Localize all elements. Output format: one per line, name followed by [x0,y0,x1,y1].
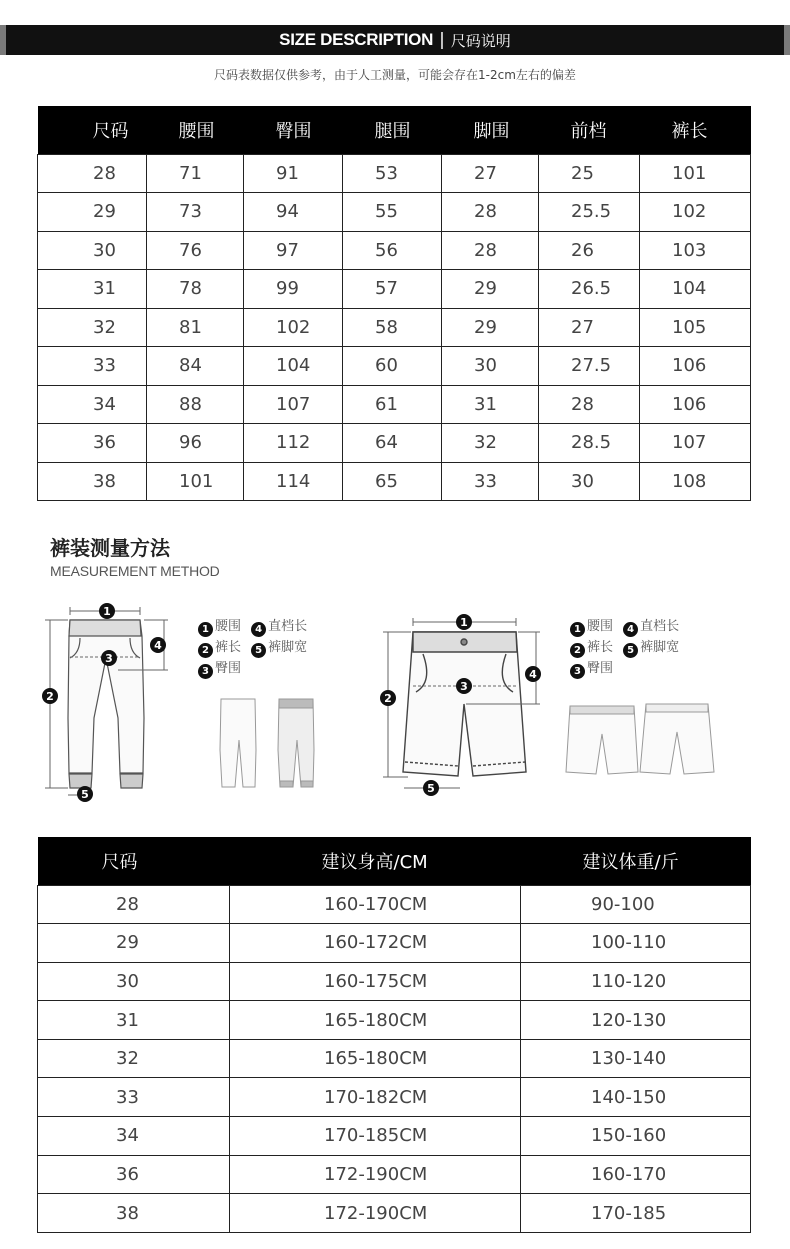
legend-num: 3 [198,664,213,679]
legend-num: 3 [570,664,585,679]
table-cell: 104 [244,347,343,386]
col-header: 建议体重/斤 [521,837,751,885]
table-cell: 32 [442,424,539,463]
table-cell: 65 [343,462,442,501]
table-row [38,1155,751,1194]
table-cell: 53 [343,154,442,193]
table-cell: 26 [539,231,640,270]
legend-label: 腰围 [215,619,242,634]
col-header: 腰围 [147,106,244,154]
banner-edge-left [0,25,6,55]
table-cell: 26.5 [539,270,640,309]
table-row [38,1117,751,1156]
size-description-banner [0,25,790,55]
legend-label: 臀围 [587,661,614,676]
table-cell: 31 [38,1001,230,1040]
col-header: 裤长 [640,106,751,154]
col-header: 前档 [539,106,640,154]
legend-label: 臀围 [215,661,242,676]
table-cell: 27 [539,308,640,347]
legend-label: 直档长 [268,619,308,634]
legend-num: 1 [570,622,585,637]
recommend-table [37,837,751,1233]
shorts-diagram [378,612,548,800]
banner-title-cn: 尺码说明 [450,31,511,50]
table-cell: 33 [38,1078,230,1117]
table-cell: 78 [147,270,244,309]
legend-right [570,616,685,679]
table-cell: 112 [244,424,343,463]
table-cell: 57 [343,270,442,309]
table-cell: 170-185CM [230,1117,521,1156]
table-cell: 107 [640,424,751,463]
table-cell: 165-180CM [230,1039,521,1078]
table-cell: 38 [38,1194,230,1233]
table-cell: 28 [38,154,147,193]
table-cell: 27.5 [539,347,640,386]
table-cell: 96 [147,424,244,463]
table-cell: 29 [38,924,230,963]
table-cell: 36 [38,1155,230,1194]
table-cell: 33 [38,347,147,386]
table-row [38,193,751,232]
marker-3: 3 [105,652,113,665]
table-cell: 61 [343,385,442,424]
marker-5: 5 [81,788,89,801]
table-cell: 160-172CM [230,924,521,963]
table-cell: 30 [38,962,230,1001]
legend-num: 2 [570,643,585,658]
legend-num: 5 [623,643,638,658]
table-cell: 160-170 [521,1155,751,1194]
table-cell: 73 [147,193,244,232]
table-cell: 81 [147,308,244,347]
table-row [38,424,751,463]
legend-left [198,616,313,679]
legend-num: 1 [198,622,213,637]
table-cell: 120-130 [521,1001,751,1040]
table-cell: 114 [244,462,343,501]
table-cell: 172-190CM [230,1155,521,1194]
table-cell: 32 [38,1039,230,1078]
table-cell: 130-140 [521,1039,751,1078]
col-header: 腿围 [343,106,442,154]
table-cell: 90-100 [521,885,751,924]
table-row [38,154,751,193]
table-cell: 110-120 [521,962,751,1001]
table-cell: 76 [147,231,244,270]
table-cell: 30 [539,462,640,501]
table-cell: 160-175CM [230,962,521,1001]
table-cell: 105 [640,308,751,347]
marker-4: 4 [529,668,537,681]
table-cell: 170-185 [521,1194,751,1233]
table-cell: 64 [343,424,442,463]
table-cell: 60 [343,347,442,386]
marker-2: 2 [46,690,54,703]
recommend-table-header-row [38,837,751,885]
table-cell: 172-190CM [230,1194,521,1233]
legend-label: 裤脚宽 [268,640,308,655]
col-header: 建议身高/CM [230,837,521,885]
table-cell: 102 [640,193,751,232]
table-row [38,462,751,501]
table-cell: 170-182CM [230,1078,521,1117]
legend-label: 裤脚宽 [640,640,680,655]
table-cell: 103 [640,231,751,270]
table-row [38,308,751,347]
table-cell: 28.5 [539,424,640,463]
table-cell: 104 [640,270,751,309]
table-cell: 106 [640,385,751,424]
col-header: 臀围 [244,106,343,154]
table-cell: 100-110 [521,924,751,963]
measurement-title: 裤装测量方法 [50,536,170,560]
table-cell: 28 [442,231,539,270]
table-cell: 27 [442,154,539,193]
col-header: 脚围 [442,106,539,154]
table-cell: 101 [640,154,751,193]
table-cell: 29 [38,193,147,232]
table-row [38,385,751,424]
table-cell: 94 [244,193,343,232]
table-cell: 102 [244,308,343,347]
banner-title-en: SIZE DESCRIPTION [279,30,434,49]
measurement-subtitle: MEASUREMENT METHOD [50,563,220,579]
size-table [37,106,751,501]
col-header: 尺码 [38,106,147,154]
marker-1: 1 [103,605,111,618]
table-row [38,347,751,386]
table-cell: 56 [343,231,442,270]
table-cell: 165-180CM [230,1001,521,1040]
legend-label: 裤长 [215,640,242,655]
measurement-disclaimer: 尺码表数据仅供参考，由于人工测量，可能会存在1-2cm左右的偏差 [214,68,576,82]
table-cell: 31 [38,270,147,309]
table-cell: 160-170CM [230,885,521,924]
legend-num: 2 [198,643,213,658]
table-cell: 29 [442,308,539,347]
table-cell: 140-150 [521,1078,751,1117]
table-cell: 150-160 [521,1117,751,1156]
table-cell: 106 [640,347,751,386]
table-cell: 36 [38,424,147,463]
table-cell: 28 [539,385,640,424]
table-cell: 28 [442,193,539,232]
legend-label: 直档长 [640,619,680,634]
marker-4: 4 [154,639,162,652]
legend-label: 裤长 [587,640,614,655]
legend-num: 4 [623,622,638,637]
table-cell: 33 [442,462,539,501]
table-row [38,1039,751,1078]
legend-num: 5 [251,643,266,658]
table-cell: 32 [38,308,147,347]
table-cell: 30 [442,347,539,386]
col-header: 尺码 [38,837,230,885]
table-cell: 99 [244,270,343,309]
table-cell: 88 [147,385,244,424]
table-cell: 101 [147,462,244,501]
table-row [38,1078,751,1117]
table-cell: 25 [539,154,640,193]
table-row [38,885,751,924]
table-cell: 34 [38,1117,230,1156]
marker-3: 3 [460,680,468,693]
table-cell: 29 [442,270,539,309]
legend-num: 4 [251,622,266,637]
table-row [38,231,751,270]
table-row [38,270,751,309]
jogger-pants-diagram [40,598,170,803]
legend-label: 腰围 [587,619,614,634]
table-cell: 34 [38,385,147,424]
table-cell: 58 [343,308,442,347]
table-cell: 91 [244,154,343,193]
table-cell: 31 [442,385,539,424]
banner-separator: | [439,30,445,50]
table-cell: 28 [38,885,230,924]
table-cell: 84 [147,347,244,386]
jogger-pants-sketches [215,695,330,795]
marker-1: 1 [460,616,468,629]
table-cell: 97 [244,231,343,270]
banner-edge-right [784,25,790,55]
table-row [38,924,751,963]
marker-5: 5 [427,782,435,795]
table-cell: 55 [343,193,442,232]
table-row [38,1194,751,1233]
table-cell: 25.5 [539,193,640,232]
table-cell: 30 [38,231,147,270]
table-cell: 38 [38,462,147,501]
size-table-header-row [38,106,751,154]
shorts-sketches [566,700,716,780]
table-cell: 107 [244,385,343,424]
table-cell: 71 [147,154,244,193]
marker-2: 2 [384,692,392,705]
table-cell: 108 [640,462,751,501]
table-row [38,962,751,1001]
table-row [38,1001,751,1040]
